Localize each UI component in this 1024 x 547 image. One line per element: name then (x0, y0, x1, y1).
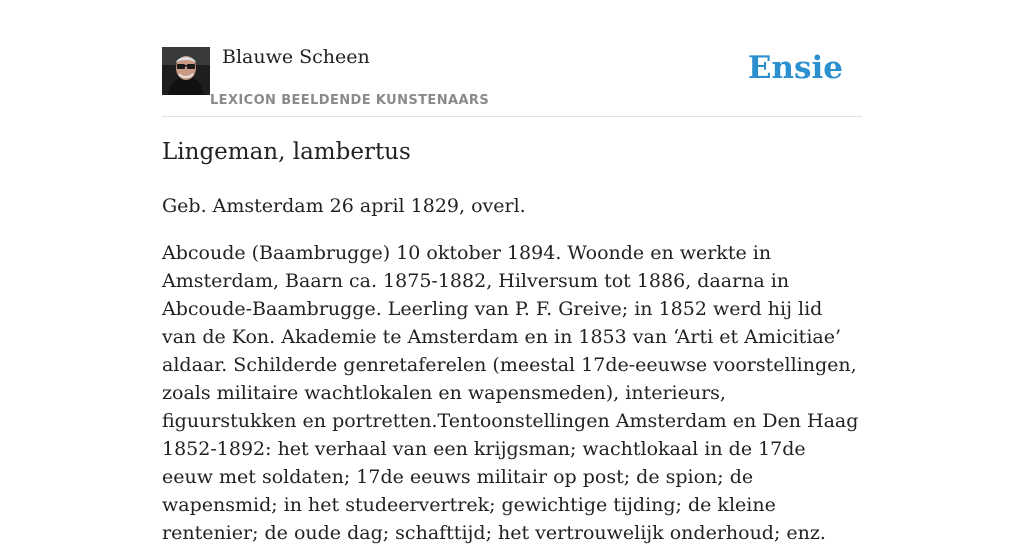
site-logo[interactable]: Ensie (747, 50, 843, 86)
author-avatar[interactable] (162, 47, 210, 95)
author-name[interactable]: Blauwe Scheen (222, 46, 370, 68)
article-paragraph-body: Abcoude (Baambrugge) 10 oktober 1894. Woonde en werkte in Amsterdam, Baarn ca. 1875-1882, Hilversum tot 1886, daarna in Abcoude-Baambrugge. Leerling van P. F. Greive; in 1852 werd hij lid van de Kon. Akademie te Amsterdam en in 1853 van ‘Arti et Amicitiae’ aldaar. Schilderde genretaferelen (meestal 17de-eeuwse voorstellingen, zoals militaire wachtlokalen en wapensmeden), interieurs, figuurstukken en portretten.Tentoonstellingen Amsterdam en Den Haag 1852-1892: het verhaal van een krijgsman; wachtlokaal in de 17de eeuw met soldaten; 17de eeuws militair op post; de spion; de wapensmid; in het studeervertrek; gewichtige tijding; de kleine rentenier; de oude dag; schafttijd; het vertrouwelijk onderhoud; enz. (162, 242, 859, 544)
category-label[interactable]: LEXICON BEELDENDE KUNSTENAARS (210, 93, 490, 108)
article-paragraph-birth: Geb. Amsterdam 26 april 1829, overl. (162, 195, 526, 217)
article-title: Lingeman, lambertus (162, 139, 411, 165)
page-header (162, 0, 862, 117)
